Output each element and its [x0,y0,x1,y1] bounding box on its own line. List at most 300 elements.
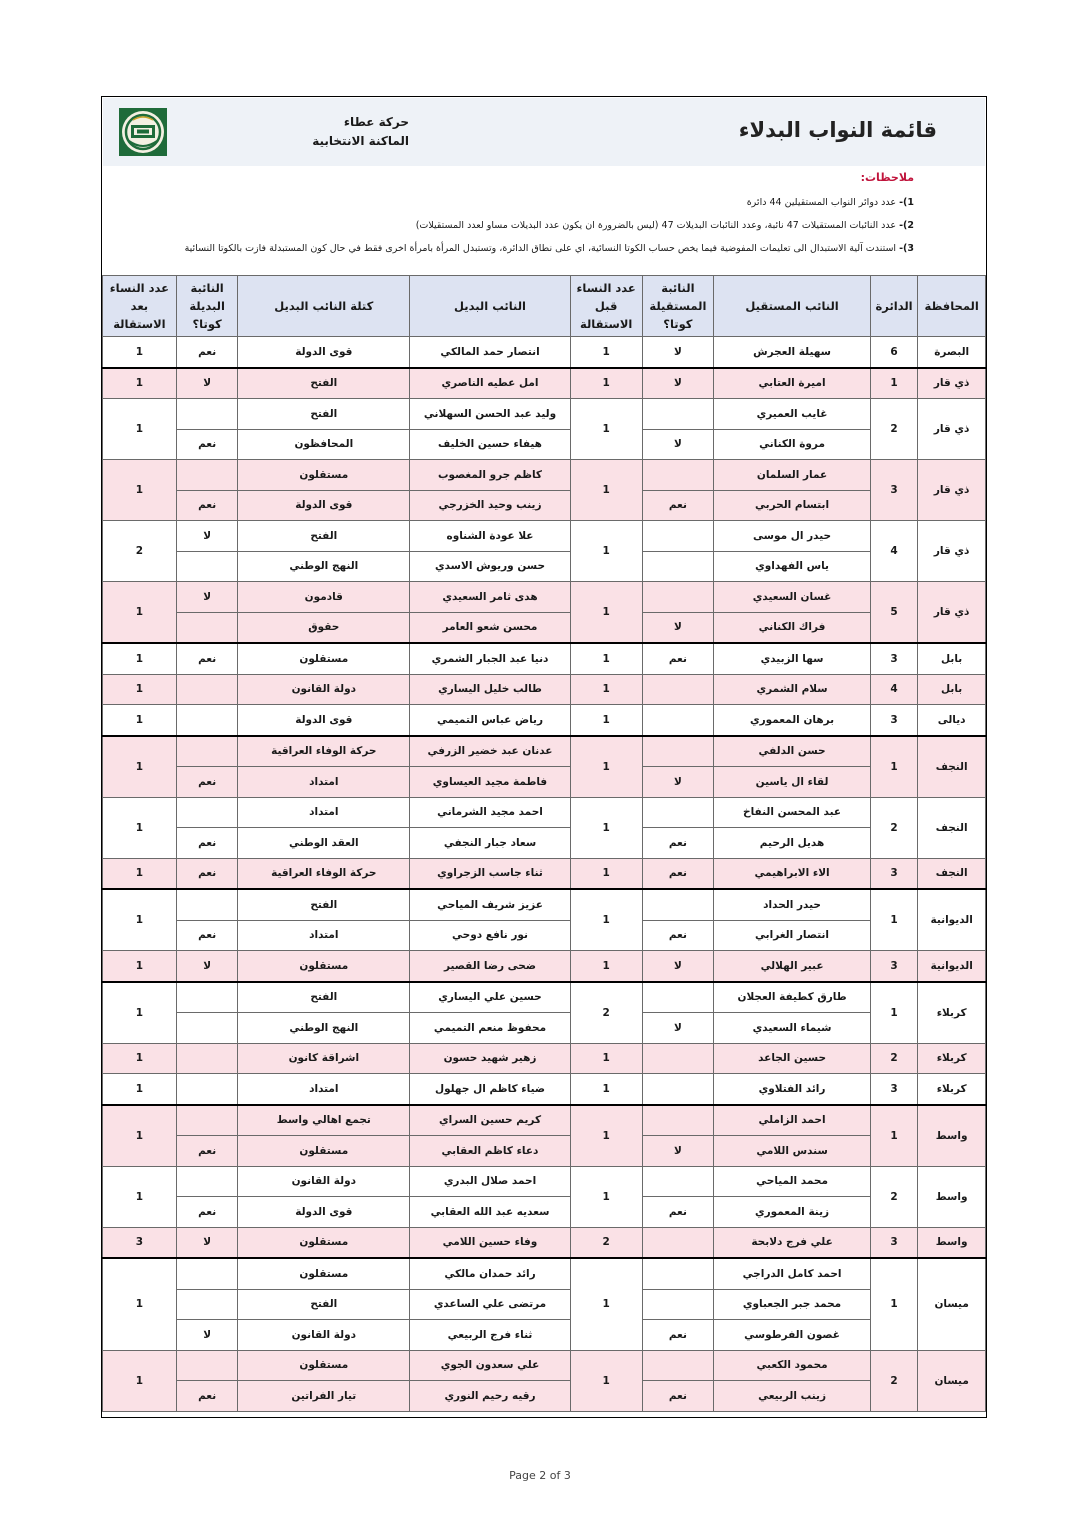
governorate-cell: ذي قار [918,399,986,460]
table-row [103,736,986,767]
substitute-bloc-cell: تجمع اهالي واسط [238,1105,410,1136]
organization-name: حركة عطاء [343,115,409,129]
district-cell: 6 [870,337,917,368]
substitute-bloc-cell: امتداد [238,797,410,828]
district-cell: 2 [870,1043,917,1074]
note-number: 3)- [899,243,914,254]
governorate-cell: ذي قار [918,582,986,644]
women-before-cell: 2 [570,982,642,1044]
women-after-cell: 1 [103,643,177,674]
replacements-table [102,275,986,1412]
substitute-quota-cell: لا [176,582,238,613]
substitute-bloc-cell: النهج الوطني [238,551,410,582]
substitute-bloc-cell: اشراقة كانون [238,1043,410,1074]
resigned-quota-cell [642,674,714,705]
resigned-quota-cell [642,1227,714,1258]
table-row [103,1227,986,1258]
header-resigned-mp: النائب المستقيل [714,276,871,337]
substitute-mp-cell: دنيا عبد الجبار الشمري [410,643,571,674]
substitute-quota-cell: لا [176,1320,238,1351]
resigned-mp-cell: هديل الرحيم [714,828,871,859]
resigned-quota-cell: نعم [642,1381,714,1412]
substitute-mp-cell: ثناء جاسب الزجراوي [410,858,571,889]
governorate-cell: البصرة [918,337,986,368]
district-cell: 3 [870,643,917,674]
substitute-quota-cell [176,736,238,767]
note-text: عدد دوائر النواب المستقيلين 44 دائرة [746,197,897,208]
resigned-mp-cell: سندس اللامي [714,1136,871,1167]
substitute-bloc-cell: تيار الفراتين [238,1381,410,1412]
substitute-bloc-cell: امتداد [238,1074,410,1105]
women-after-cell: 1 [103,582,177,644]
substitute-quota-cell: نعم [176,767,238,798]
table-row [103,767,986,798]
table-header-row [103,276,986,337]
substitute-quota-cell [176,674,238,705]
resigned-quota-cell [642,736,714,767]
substitute-bloc-cell: الفتح [238,399,410,430]
resigned-mp-cell: شيماء السعيدي [714,1013,871,1044]
substitute-quota-cell: نعم [176,1381,238,1412]
table-row [103,612,986,643]
substitute-quota-cell [176,1258,238,1289]
substitute-mp-cell: عدنان عبد خضير الزرفي [410,736,571,767]
women-before-cell: 1 [570,368,642,399]
substitute-quota-cell: لا [176,1227,238,1258]
resigned-quota-cell: نعم [642,1197,714,1228]
table-row [103,1136,986,1167]
governorate-cell: كربلاء [918,1043,986,1074]
women-before-cell: 1 [570,399,642,460]
table-row [103,920,986,951]
table-row [103,1074,986,1105]
resigned-quota-cell: لا [642,337,714,368]
substitute-quota-cell [176,705,238,736]
governorate-cell: بابل [918,674,986,705]
women-before-cell: 1 [570,582,642,644]
women-after-cell: 1 [103,1258,177,1350]
substitute-mp-cell: سعاد جبار النجفي [410,828,571,859]
table-row [103,337,986,368]
substitute-quota-cell [176,1289,238,1320]
district-cell: 2 [870,1166,917,1227]
resigned-mp-cell: احمد الزاملي [714,1105,871,1136]
note-number: 1)- [899,197,914,208]
district-cell: 3 [870,1074,917,1105]
district-cell: 1 [870,1105,917,1167]
table-row [103,1320,986,1351]
note-item [142,240,914,257]
district-cell: 1 [870,889,917,951]
women-before-cell: 1 [570,643,642,674]
substitute-quota-cell: نعم [176,1197,238,1228]
women-after-cell: 1 [103,368,177,399]
women-before-cell: 1 [570,460,642,521]
note-text: عدد النائبات المستقيلات 47 نائبة، وعدد النائبات البديلات 47 (ليس بالضرورة ان يكون عدد البديلات مساو لعدد المستقيلات) [415,220,897,231]
replacements-table-container [102,275,986,1412]
substitute-bloc-cell: الفتح [238,368,410,399]
resigned-mp-cell: غصون الفرطوسي [714,1320,871,1351]
substitute-bloc-cell: النهج الوطني [238,1013,410,1044]
resigned-mp-cell: ياس الفهداوي [714,551,871,582]
resigned-quota-cell [642,1105,714,1136]
substitute-bloc-cell: دولة القانون [238,674,410,705]
women-before-cell: 1 [570,1350,642,1411]
resigned-mp-cell: حيدر الحداد [714,889,871,920]
substitute-bloc-cell: مستقلون [238,1136,410,1167]
women-after-cell: 1 [103,951,177,982]
resigned-mp-cell: ابتسام الحربي [714,490,871,521]
resigned-quota-cell: نعم [642,828,714,859]
women-after-cell: 1 [103,337,177,368]
substitute-mp-cell: وليد عبد الحسن السهلاني [410,399,571,430]
substitute-quota-cell [176,889,238,920]
resigned-quota-cell [642,797,714,828]
note-item [142,194,914,211]
governorate-cell: ذي قار [918,521,986,582]
table-row [103,643,986,674]
resigned-mp-cell: سها الزبيدي [714,643,871,674]
resigned-mp-cell: مروة الكناني [714,429,871,460]
women-before-cell: 1 [570,1166,642,1227]
resigned-quota-cell: لا [642,1013,714,1044]
substitute-bloc-cell: دولة القانون [238,1320,410,1351]
women-after-cell: 1 [103,399,177,460]
substitute-bloc-cell: الفتح [238,521,410,552]
substitute-mp-cell: نور نافع دوحي [410,920,571,951]
women-after-cell: 1 [103,1105,177,1167]
substitute-quota-cell: نعم [176,490,238,521]
substitute-bloc-cell: الفتح [238,982,410,1013]
substitute-quota-cell: لا [176,368,238,399]
substitute-mp-cell: علا عودة الشناوه [410,521,571,552]
governorate-cell: ذي قار [918,368,986,399]
women-after-cell: 1 [103,460,177,521]
resigned-quota-cell: نعم [642,643,714,674]
table-row [103,490,986,521]
substitute-bloc-cell: المحافظون [238,429,410,460]
substitute-quota-cell: نعم [176,337,238,368]
table-row [103,1013,986,1044]
substitute-bloc-cell: الفتح [238,889,410,920]
table-row [103,797,986,828]
resigned-mp-cell: عبد المحسن النفاخ [714,797,871,828]
governorate-cell: كربلاء [918,982,986,1044]
substitute-mp-cell: دعاء كاظم العقابي [410,1136,571,1167]
women-after-cell: 1 [103,1350,177,1411]
substitute-bloc-cell: دولة القانون [238,1166,410,1197]
resigned-quota-cell [642,1289,714,1320]
substitute-mp-cell: رائد حمدان مالكي [410,1258,571,1289]
table-row [103,1105,986,1136]
women-after-cell: 1 [103,797,177,858]
resigned-quota-cell [642,1258,714,1289]
governorate-cell: ديالى [918,705,986,736]
substitute-quota-cell: نعم [176,1136,238,1167]
substitute-bloc-cell: قوى الدولة [238,337,410,368]
women-after-cell: 2 [103,521,177,582]
substitute-quota-cell: نعم [176,828,238,859]
resigned-mp-cell: محمود الكعبي [714,1350,871,1381]
table-row [103,1197,986,1228]
women-after-cell: 1 [103,674,177,705]
district-cell: 3 [870,460,917,521]
resigned-mp-cell: غايب العميري [714,399,871,430]
resigned-mp-cell: انتصار الغرابي [714,920,871,951]
substitute-bloc-cell: حركة الوفاء العراقية [238,858,410,889]
district-cell: 2 [870,797,917,858]
women-after-cell: 1 [103,982,177,1044]
substitute-quota-cell [176,1350,238,1381]
substitute-quota-cell: لا [176,521,238,552]
district-cell: 1 [870,736,917,798]
substitute-quota-cell [176,797,238,828]
resigned-mp-cell: الاء الابراهيمي [714,858,871,889]
governorate-cell: الديوانية [918,889,986,951]
women-before-cell: 1 [570,858,642,889]
substitute-bloc-cell: حقوق [238,612,410,643]
resigned-mp-cell: زينة المعموري [714,1197,871,1228]
resigned-mp-cell: علي فرج دلابحة [714,1227,871,1258]
substitute-mp-cell: عزيز شريف المياحي [410,889,571,920]
table-body [103,337,986,1412]
substitute-quota-cell [176,1074,238,1105]
resigned-quota-cell: لا [642,368,714,399]
resigned-quota-cell [642,1350,714,1381]
substitute-mp-cell: طالب خليل اليساري [410,674,571,705]
substitute-bloc-cell: قوى الدولة [238,490,410,521]
table-row [103,429,986,460]
resigned-quota-cell: نعم [642,490,714,521]
resigned-quota-cell [642,889,714,920]
table-row [103,368,986,399]
women-before-cell: 1 [570,797,642,858]
table-row [103,1350,986,1381]
resigned-quota-cell: لا [642,1136,714,1167]
resigned-mp-cell: سهيلة العجرش [714,337,871,368]
women-before-cell: 1 [570,521,642,582]
substitute-quota-cell [176,399,238,430]
table-row [103,521,986,552]
resigned-mp-cell: فراك الكناني [714,612,871,643]
substitute-mp-cell: زينب وحيد الخزرجي [410,490,571,521]
substitute-mp-cell: هدى ثامر السعيدي [410,582,571,613]
women-before-cell: 2 [570,1227,642,1258]
women-after-cell: 1 [103,1043,177,1074]
header-substitute-bloc: كتلة النائب البديل [238,276,410,337]
substitute-bloc-cell: قوى الدولة [238,1197,410,1228]
district-cell: 1 [870,1258,917,1350]
substitute-bloc-cell: امتداد [238,920,410,951]
substitute-bloc-cell: مستقلون [238,643,410,674]
resigned-mp-cell: حسن الدلفي [714,736,871,767]
resigned-quota-cell [642,460,714,491]
resigned-mp-cell: حيدر ال موسى [714,521,871,552]
substitute-mp-cell: وفاء حسين اللامي [410,1227,571,1258]
district-cell: 3 [870,705,917,736]
resigned-quota-cell: نعم [642,1320,714,1351]
header-substitute-quota: النائبة البديلة كوتا؟ [176,276,238,337]
header-women-after: عدد النساء بعد الاستقالة [103,276,177,337]
table-row [103,460,986,491]
resigned-mp-cell: عمار السلمان [714,460,871,491]
substitute-quota-cell [176,460,238,491]
substitute-mp-cell: ثناء فرج الربيعي [410,1320,571,1351]
resigned-mp-cell: محمد المياحي [714,1166,871,1197]
substitute-bloc-cell: مستقلون [238,1258,410,1289]
substitute-mp-cell: كاظم جرو المغصوب [410,460,571,491]
document-sheet [101,96,987,1418]
notes-section [142,169,914,263]
header-resigned-quota: النائبة المستقيلة كوتا؟ [642,276,714,337]
substitute-quota-cell [176,1166,238,1197]
resigned-mp-cell: عبير الهلالي [714,951,871,982]
substitute-bloc-cell: قادمون [238,582,410,613]
district-cell: 2 [870,399,917,460]
district-cell: 3 [870,951,917,982]
substitute-mp-cell: احمد صلال البدري [410,1166,571,1197]
women-before-cell: 1 [570,337,642,368]
district-cell: 4 [870,521,917,582]
table-row [103,399,986,430]
substitute-bloc-cell: مستقلون [238,1350,410,1381]
district-cell: 1 [870,368,917,399]
governorate-cell: الديوانية [918,951,986,982]
district-cell: 5 [870,582,917,644]
resigned-mp-cell: اميرة العتابي [714,368,871,399]
resigned-mp-cell: محمد جبر الجعباوي [714,1289,871,1320]
substitute-mp-cell: احمد مجيد الشرماني [410,797,571,828]
governorate-cell: بابل [918,643,986,674]
substitute-mp-cell: حسين علي اليساري [410,982,571,1013]
resigned-quota-cell: لا [642,429,714,460]
district-cell: 3 [870,858,917,889]
resigned-quota-cell [642,1043,714,1074]
resigned-quota-cell [642,399,714,430]
resigned-quota-cell [642,1074,714,1105]
table-row [103,982,986,1013]
governorate-cell: واسط [918,1166,986,1227]
substitute-bloc-cell: مستقلون [238,951,410,982]
substitute-mp-cell: محسن شعو العامر [410,612,571,643]
note-number: 2)- [899,220,914,231]
resigned-quota-cell [642,582,714,613]
substitute-mp-cell: علي سعدون الجوي [410,1350,571,1381]
resigned-mp-cell: احمد كامل الدراجي [714,1258,871,1289]
header-district: الدائرة [870,276,917,337]
substitute-mp-cell: انتصار حمد المالكي [410,337,571,368]
women-before-cell: 1 [570,705,642,736]
women-before-cell: 1 [570,889,642,951]
note-item [142,217,914,234]
substitute-quota-cell [176,612,238,643]
ataa-logo-icon [119,108,167,156]
district-cell: 3 [870,1227,917,1258]
resigned-quota-cell [642,521,714,552]
table-row [103,705,986,736]
header-substitute-mp: النائب البديل [410,276,571,337]
district-cell: 2 [870,1350,917,1411]
governorate-cell: ذي قار [918,460,986,521]
district-cell: 4 [870,674,917,705]
governorate-cell: النجف [918,736,986,798]
women-after-cell: 1 [103,1166,177,1227]
resigned-mp-cell: رائد الفتلاوي [714,1074,871,1105]
table-row [103,951,986,982]
substitute-quota-cell [176,1105,238,1136]
substitute-quota-cell [176,982,238,1013]
document-header [103,98,985,166]
substitute-bloc-cell: قوى الدولة [238,705,410,736]
governorate-cell: كربلاء [918,1074,986,1105]
notes-title: ملاحظات: [860,171,914,184]
table-row [103,1258,986,1289]
substitute-mp-cell: هيفاء حسين الخليف [410,429,571,460]
governorate-cell: ميسان [918,1258,986,1350]
resigned-quota-cell: نعم [642,858,714,889]
substitute-bloc-cell: العقد الوطني [238,828,410,859]
substitute-mp-cell: ضياء كاظم ال جهلول [410,1074,571,1105]
organization-department: الماكنة الانتخابية [312,134,409,148]
substitute-quota-cell [176,1013,238,1044]
governorate-cell: واسط [918,1105,986,1167]
women-before-cell: 1 [570,1105,642,1167]
resigned-quota-cell: لا [642,767,714,798]
resigned-quota-cell: لا [642,612,714,643]
substitute-mp-cell: امل عطيه الناصري [410,368,571,399]
page-footer: Page 2 of 3 [509,1469,571,1482]
table-row [103,582,986,613]
note-text: استندت آلية الاستبدال الى تعليمات المفوضية فيما يخص حساب الكوتا النسائية، اي على نطاق الدائرة، وتستبدل المرأة بامرأة اخرى فقط في حال كون المستبدلة فازت بالكوتا النسائية [184,243,897,254]
women-before-cell: 1 [570,1043,642,1074]
women-before-cell: 1 [570,736,642,798]
resigned-quota-cell [642,551,714,582]
organization-block [309,113,409,151]
resigned-mp-cell: حسين الجاعد [714,1043,871,1074]
substitute-mp-cell: زهير شهيد حسون [410,1043,571,1074]
substitute-mp-cell: ضحى رضا القصير [410,951,571,982]
table-row [103,1043,986,1074]
resigned-mp-cell: زينب الربيعي [714,1381,871,1412]
women-after-cell: 1 [103,705,177,736]
governorate-cell: ميسان [918,1350,986,1411]
substitute-bloc-cell: مستقلون [238,460,410,491]
table-row [103,828,986,859]
substitute-quota-cell: لا [176,951,238,982]
table-row [103,1289,986,1320]
table-row [103,674,986,705]
governorate-cell: واسط [918,1227,986,1258]
resigned-quota-cell: نعم [642,920,714,951]
substitute-quota-cell [176,1043,238,1074]
substitute-quota-cell: نعم [176,920,238,951]
women-after-cell: 1 [103,1074,177,1105]
women-before-cell: 1 [570,1258,642,1350]
women-after-cell: 1 [103,858,177,889]
resigned-quota-cell [642,982,714,1013]
resigned-mp-cell: برهان المعموري [714,705,871,736]
governorate-cell: النجف [918,797,986,858]
table-row [103,858,986,889]
resigned-quota-cell [642,1166,714,1197]
substitute-quota-cell: نعم [176,643,238,674]
substitute-mp-cell: رياض عباس التميمي [410,705,571,736]
district-cell: 1 [870,982,917,1044]
substitute-mp-cell: فاطمة مجيد العيساوي [410,767,571,798]
substitute-bloc-cell: الفتح [238,1289,410,1320]
header-women-before: عدد النساء قبل الاستقالة [570,276,642,337]
header-governorate: المحافظة [918,276,986,337]
